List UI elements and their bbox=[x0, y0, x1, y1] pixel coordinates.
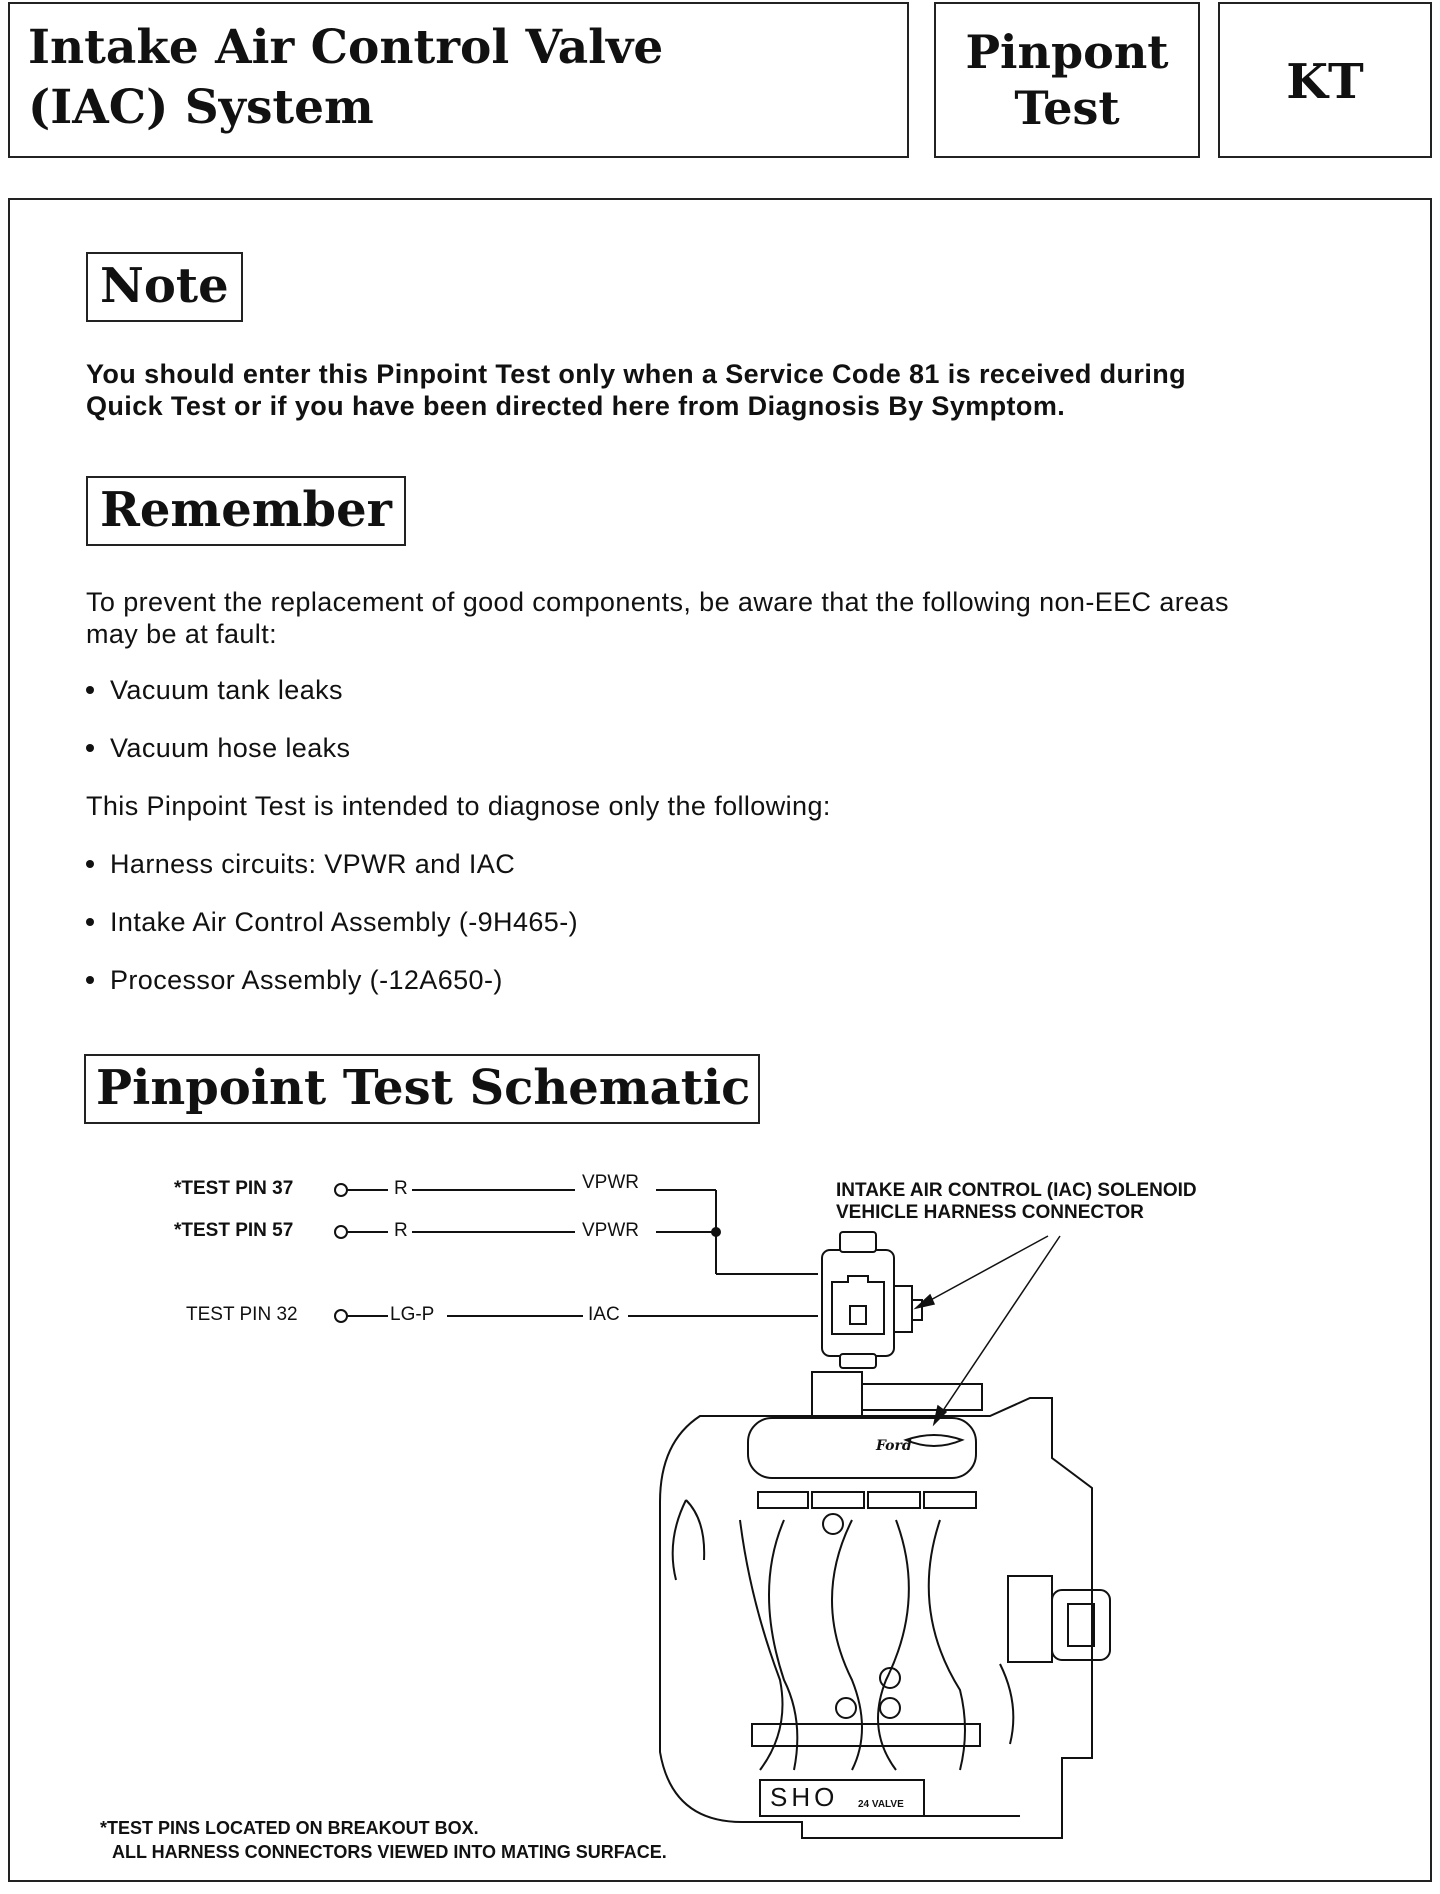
pin-57-terminal bbox=[335, 1226, 347, 1238]
remember-intro-line1: To prevent the replacement of good components, be aware that the following non-EEC areas bbox=[86, 587, 1229, 617]
connector-callout bbox=[836, 1180, 1197, 1224]
footnote-line2: ALL HARNESS CONNECTORS VIEWED INTO MATING SURFACE. bbox=[112, 1842, 667, 1862]
pin-32-label: TEST PIN 32 bbox=[186, 1304, 298, 1325]
pin-37-terminal bbox=[335, 1184, 347, 1196]
content-frame bbox=[8, 198, 1432, 1882]
footnote-line1: *TEST PINS LOCATED ON BREAKOUT BOX. bbox=[100, 1818, 479, 1838]
schematic-heading: Pinpoint Test Schematic bbox=[84, 1054, 760, 1124]
connector-callout-line1: INTAKE AIR CONTROL (IAC) SOLENOID bbox=[836, 1180, 1197, 1201]
list-item: Processor Assembly (-12A650-) bbox=[86, 964, 503, 996]
pin-32-terminal bbox=[335, 1310, 347, 1322]
list-item: Vacuum tank leaks bbox=[86, 674, 343, 706]
pin-37-wire: R bbox=[394, 1178, 408, 1199]
header-title-box bbox=[8, 2, 909, 158]
list-item: Harness circuits: VPWR and IAC bbox=[86, 848, 515, 880]
splice-dot bbox=[711, 1227, 721, 1237]
test-code: KT bbox=[1286, 54, 1364, 110]
pin-57-wire: R bbox=[394, 1220, 408, 1241]
connector-callout-line2: VEHICLE HARNESS CONNECTOR bbox=[836, 1202, 1144, 1223]
section-label bbox=[936, 24, 1198, 136]
footnote bbox=[100, 1816, 667, 1864]
engine-badge: SHO bbox=[770, 1782, 839, 1812]
list-item: Intake Air Control Assembly (-9H465-) bbox=[86, 906, 578, 938]
diagnose-intro: This Pinpoint Test is intended to diagnose only the following: bbox=[86, 791, 831, 821]
pin-37-label: *TEST PIN 37 bbox=[174, 1178, 294, 1199]
page-title-line1: Intake Air Control Valve bbox=[28, 20, 664, 75]
pin-37-circuit: VPWR bbox=[582, 1172, 639, 1193]
page-title bbox=[28, 18, 663, 138]
pin-57-circuit: VPWR bbox=[582, 1220, 639, 1241]
section-label-line1: Pinpont bbox=[965, 25, 1169, 79]
pin-32-wire: LG-P bbox=[390, 1304, 435, 1325]
iac-connector-icon bbox=[822, 1232, 922, 1368]
section-label-line2: Test bbox=[1014, 81, 1120, 135]
engine-logo: Ford bbox=[876, 1438, 912, 1454]
remember-heading: Remember bbox=[86, 476, 406, 546]
header-code-box bbox=[1218, 2, 1432, 158]
engine-badge-sub: 24 VALVE bbox=[858, 1799, 904, 1810]
remember-intro-line2: may be at fault: bbox=[86, 619, 277, 649]
note-text-line2: Quick Test or if you have been directed here from Diagnosis By Symptom. bbox=[86, 391, 1066, 421]
schematic-diagram bbox=[10, 200, 1434, 1884]
note-heading: Note bbox=[86, 252, 243, 322]
pin-57-label: *TEST PIN 57 bbox=[174, 1220, 294, 1241]
pin-32-circuit: IAC bbox=[588, 1304, 620, 1325]
header-section-box bbox=[934, 2, 1200, 158]
note-text-line1: You should enter this Pinpoint Test only when a Service Code 81 is received during bbox=[86, 359, 1187, 389]
page-title-line2: (IAC) System bbox=[28, 80, 374, 135]
list-item: Vacuum hose leaks bbox=[86, 732, 350, 764]
